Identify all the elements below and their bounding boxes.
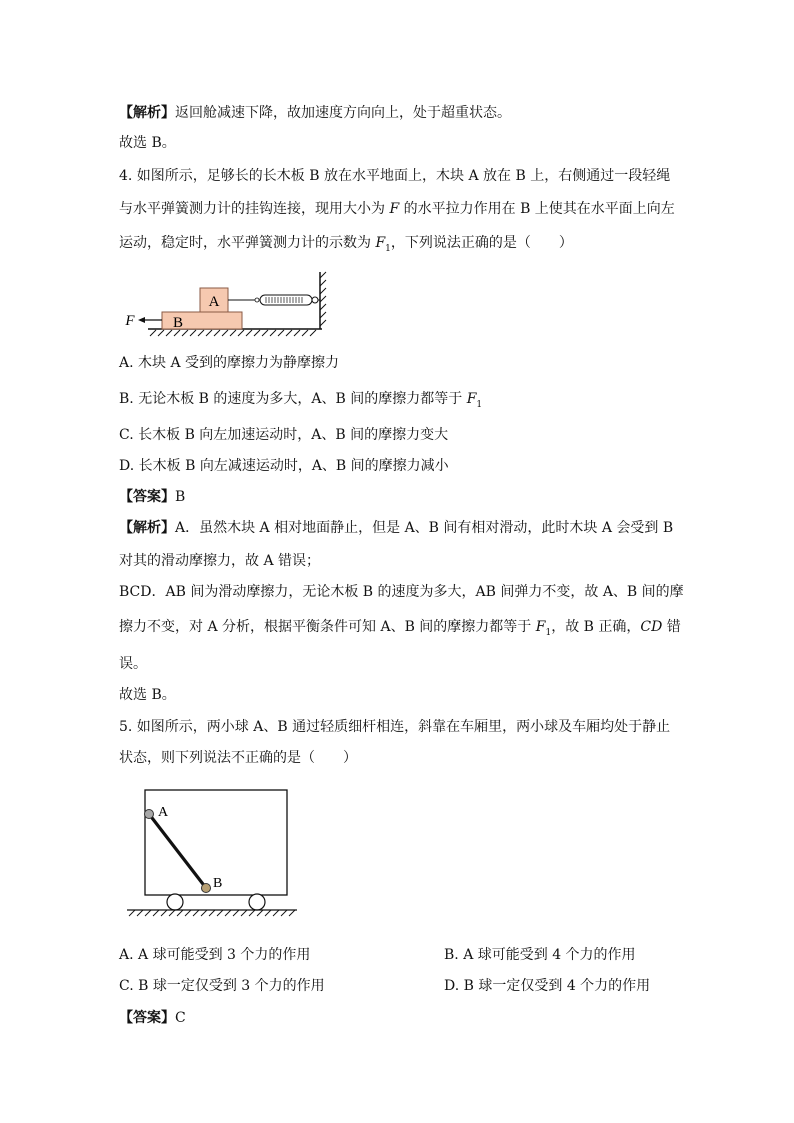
q4-stem-line2 <box>119 200 675 218</box>
answer-tag: 【答案】 <box>119 1010 175 1026</box>
q4-stem-line3 <box>119 234 573 258</box>
wheel-left <box>167 894 183 910</box>
q3-analysis <box>119 104 511 122</box>
force-symbol: F <box>389 201 400 217</box>
q3-analysis-text: 返回舱减速下降，故加速度方向向上，处于超重状态。 <box>175 105 511 121</box>
q4-analysis-text1: A．虽然木块 A 相对地面静止，但是 A、B 间有相对滑动，此时木块 A 会受到 B <box>175 520 674 536</box>
q5-option-d: D. B 球一定仅受到 4 个力的作用 <box>444 978 651 994</box>
q4-analysis-line5: 误。 <box>119 656 147 672</box>
force-f1-subscript: 1 <box>545 627 552 638</box>
q3-conclusion: 故选 B。 <box>119 135 176 151</box>
spring-scale <box>255 295 320 305</box>
q5-answer <box>119 1009 186 1027</box>
label-b: B <box>172 315 184 331</box>
answer-value: B <box>175 489 186 505</box>
q5-figure <box>125 788 305 918</box>
label-a: A <box>208 294 220 310</box>
q5-option-b: B. A 球可能受到 4 个力的作用 <box>444 947 636 963</box>
q4-option-d: D. 长木板 B 向左减速运动时，A、B 间的摩擦力减小 <box>119 458 449 474</box>
q4-option-b-text: B. 无论木板 B 的速度为多大，A、B 间的摩擦力都等于 <box>119 391 467 407</box>
label-b: B <box>213 876 223 891</box>
force-f1-symbol: F <box>466 391 477 407</box>
q4-option-b <box>119 390 482 414</box>
q4-stem-text-b: 的水平拉力作用在 B 上使其在水平面上向左 <box>399 201 675 217</box>
force-f1-symbol: F <box>375 235 386 251</box>
q4-analysis-text4c: 错 <box>662 619 681 635</box>
q4-conclusion: 故选 B。 <box>119 687 176 703</box>
wheel-right <box>249 894 265 910</box>
force-arrow <box>138 317 162 323</box>
q4-option-c: C. 长木板 B 向左加速运动时，A、B 间的摩擦力变大 <box>119 427 449 443</box>
ball-a <box>145 810 154 819</box>
q4-analysis-line3: BCD．AB 间为滑动摩擦力，无论木板 B 的速度为多大，AB 间弹力不变，故 A、B 间的摩 <box>119 584 684 600</box>
force-f1-subscript: 1 <box>476 399 483 410</box>
force-f1-subscript: 1 <box>385 243 391 254</box>
q5-ground <box>127 910 297 916</box>
q4-analysis-line2: 对其的滑动摩擦力，故 A 错误； <box>119 553 321 569</box>
analysis-tag: 【解析】 <box>119 520 175 536</box>
q4-analysis-line4 <box>119 618 681 642</box>
q5-option-a: A. A 球可能受到 3 个力的作用 <box>119 947 311 963</box>
q4-stem-text-c: 运动，稳定时，水平弹簧测力计的示数为 <box>119 235 376 251</box>
q4-stem-text: 与水平弹簧测力计的挂钩连接，现用大小为 <box>119 201 390 217</box>
label-f: F <box>125 313 135 329</box>
q4-figure <box>120 270 340 340</box>
q5-stem-line1: 5. 如图所示，两小球 A、B 通过轻质细杆相连，斜靠在车厢里，两小球及车厢均处于静止 <box>119 719 671 735</box>
q4-analysis-line1 <box>119 519 673 537</box>
q5-option-c: C. B 球一定仅受到 3 个力的作用 <box>119 978 325 994</box>
q4-wall <box>320 272 326 329</box>
analysis-tag: 【解析】 <box>119 105 175 121</box>
force-f1-symbol: F <box>535 619 546 635</box>
cd-symbol: CD <box>640 619 663 635</box>
q4-analysis-text4b: ，故 B 正确， <box>551 619 641 635</box>
answer-tag: 【答案】 <box>119 489 175 505</box>
ball-b <box>202 884 211 893</box>
q4-option-a: A. 木块 A 受到的摩擦力为静摩擦力 <box>119 355 340 371</box>
label-a: A <box>158 805 169 820</box>
q4-analysis-text4a: 擦力不变，对 A 分析，根据平衡条件可知 A、B 间的摩擦力都等于 <box>119 619 536 635</box>
q4-answer <box>119 488 185 506</box>
q4-stem-line1: 4. 如图所示，足够长的长木板 B 放在水平地面上，木块 A 放在 B 上，右侧通过一段轻绳 <box>119 168 671 184</box>
q5-stem-line2: 状态，则下列说法不正确的是（ ） <box>119 750 357 766</box>
answer-value: C <box>175 1010 186 1026</box>
q4-stem-text-d: ，下列说法正确的是（ ） <box>390 235 573 251</box>
